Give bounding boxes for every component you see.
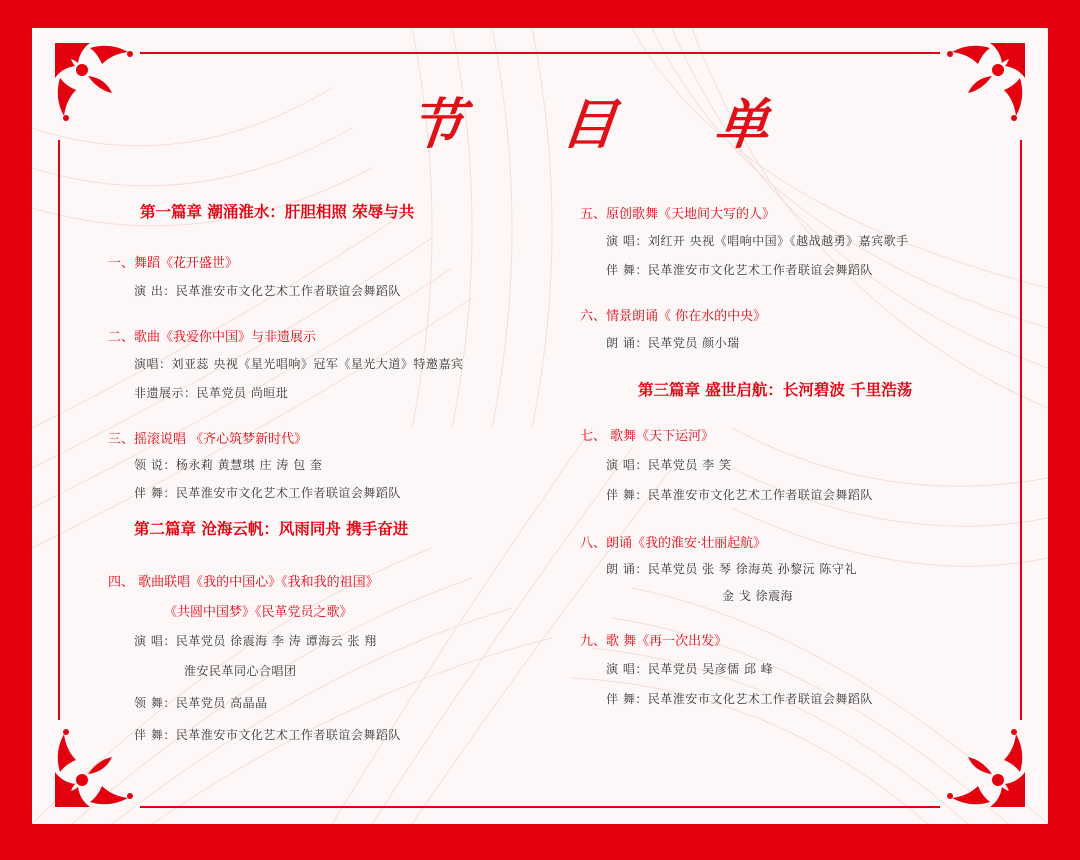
program-item-4-detail-2: 淮安民革同心合唱团 xyxy=(184,664,297,678)
program-item-7-detail-1: 演 唱：民革党员 李 笑 xyxy=(606,458,732,472)
program-item-3: 三、摇滚说唱 《齐心筑梦新时代》 xyxy=(108,432,308,447)
program-item-4-detail-1: 演 唱：民革党员 徐震海 李 涛 谭海云 张 翔 xyxy=(134,634,377,648)
program-item-4-detail-4: 伴 舞：民革淮安市文化艺术工作者联谊会舞蹈队 xyxy=(134,728,401,742)
program-item-2: 二、歌曲《我爱你中国》与非遗展示 xyxy=(108,330,317,345)
program-item-6-detail: 朗 诵：民革党员 颜小瑞 xyxy=(606,336,740,350)
program-item-1: 一、舞蹈《花开盛世》 xyxy=(108,256,239,271)
program-item-9: 九、歌 舞《再一次出发》 xyxy=(580,634,728,649)
program-item-9-detail-2: 伴 舞：民革淮安市文化艺术工作者联谊会舞蹈队 xyxy=(606,692,873,706)
border-line-left xyxy=(58,140,60,720)
program-item-4-detail-3: 领 舞：民革党员 高晶晶 xyxy=(134,696,268,710)
program-item-8-detail-2: 金 戈 徐震海 xyxy=(722,589,794,603)
program-item-8: 八、朗诵《我的淮安·壮丽起航》 xyxy=(580,536,767,551)
border-line-bottom xyxy=(140,806,940,808)
program-item-1-detail: 演 出：民革淮安市文化艺术工作者联谊会舞蹈队 xyxy=(134,284,401,298)
chapter-1-heading: 第一篇章 潮涌淮水：肝胆相照 荣辱与共 xyxy=(140,203,415,221)
program-item-2-detail-1: 演唱：刘亚蕊 央视《星光唱响》冠军《星光大道》特邀嘉宾 xyxy=(134,357,464,371)
program-item-3-detail-2: 伴 舞：民革淮安市文化艺术工作者联谊会舞蹈队 xyxy=(134,486,401,500)
corner-ornament-top-left xyxy=(50,38,140,128)
program-item-9-detail-1: 演 唱：民革党员 吴彦儒 邱 峰 xyxy=(606,662,774,676)
program-item-5-detail-1: 演 唱：刘红开 央视《唱响中国》《越战越勇》嘉宾歌手 xyxy=(606,234,909,248)
chapter-2-heading: 第二篇章 沧海云帆：风雨同舟 携手奋进 xyxy=(134,520,409,538)
program-item-8-detail-1: 朗 诵：民革党员 张 琴 徐海英 孙黎沅 陈守礼 xyxy=(606,562,857,576)
corner-ornament-top-right xyxy=(940,38,1030,128)
chapter-3-heading: 第三篇章 盛世启航：长河碧波 千里浩荡 xyxy=(638,381,913,399)
program-item-4: 四、 歌曲联唱《我的中国心》《我和我的祖国》 xyxy=(108,575,379,590)
program-item-5: 五、原创歌舞《天地间大写的人》 xyxy=(580,207,776,222)
program-item-7: 七、 歌舞《天下运河》 xyxy=(580,429,715,444)
border-line-top xyxy=(140,52,940,54)
program-item-5-detail-2: 伴 舞：民革淮安市文化艺术工作者联谊会舞蹈队 xyxy=(606,263,873,277)
corner-ornament-bottom-left xyxy=(50,722,140,812)
program-item-7-detail-2: 伴 舞：民革淮安市文化艺术工作者联谊会舞蹈队 xyxy=(606,488,873,502)
program-item-3-detail-1: 领 说：杨永莉 黄慧琪 庄 涛 包 奎 xyxy=(134,458,323,472)
program-item-4-title-continued: 《共圆中国梦》《民革党员之歌》 xyxy=(164,605,353,620)
program-item-2-detail-2: 非遗展示：民革党员 尚晅玭 xyxy=(134,386,289,400)
corner-ornament-bottom-right xyxy=(940,722,1030,812)
border-line-right xyxy=(1020,140,1022,720)
program-item-6: 六、情景朗诵《 你在水的中央》 xyxy=(580,309,767,324)
page-title: 节 目 单 xyxy=(405,92,813,156)
